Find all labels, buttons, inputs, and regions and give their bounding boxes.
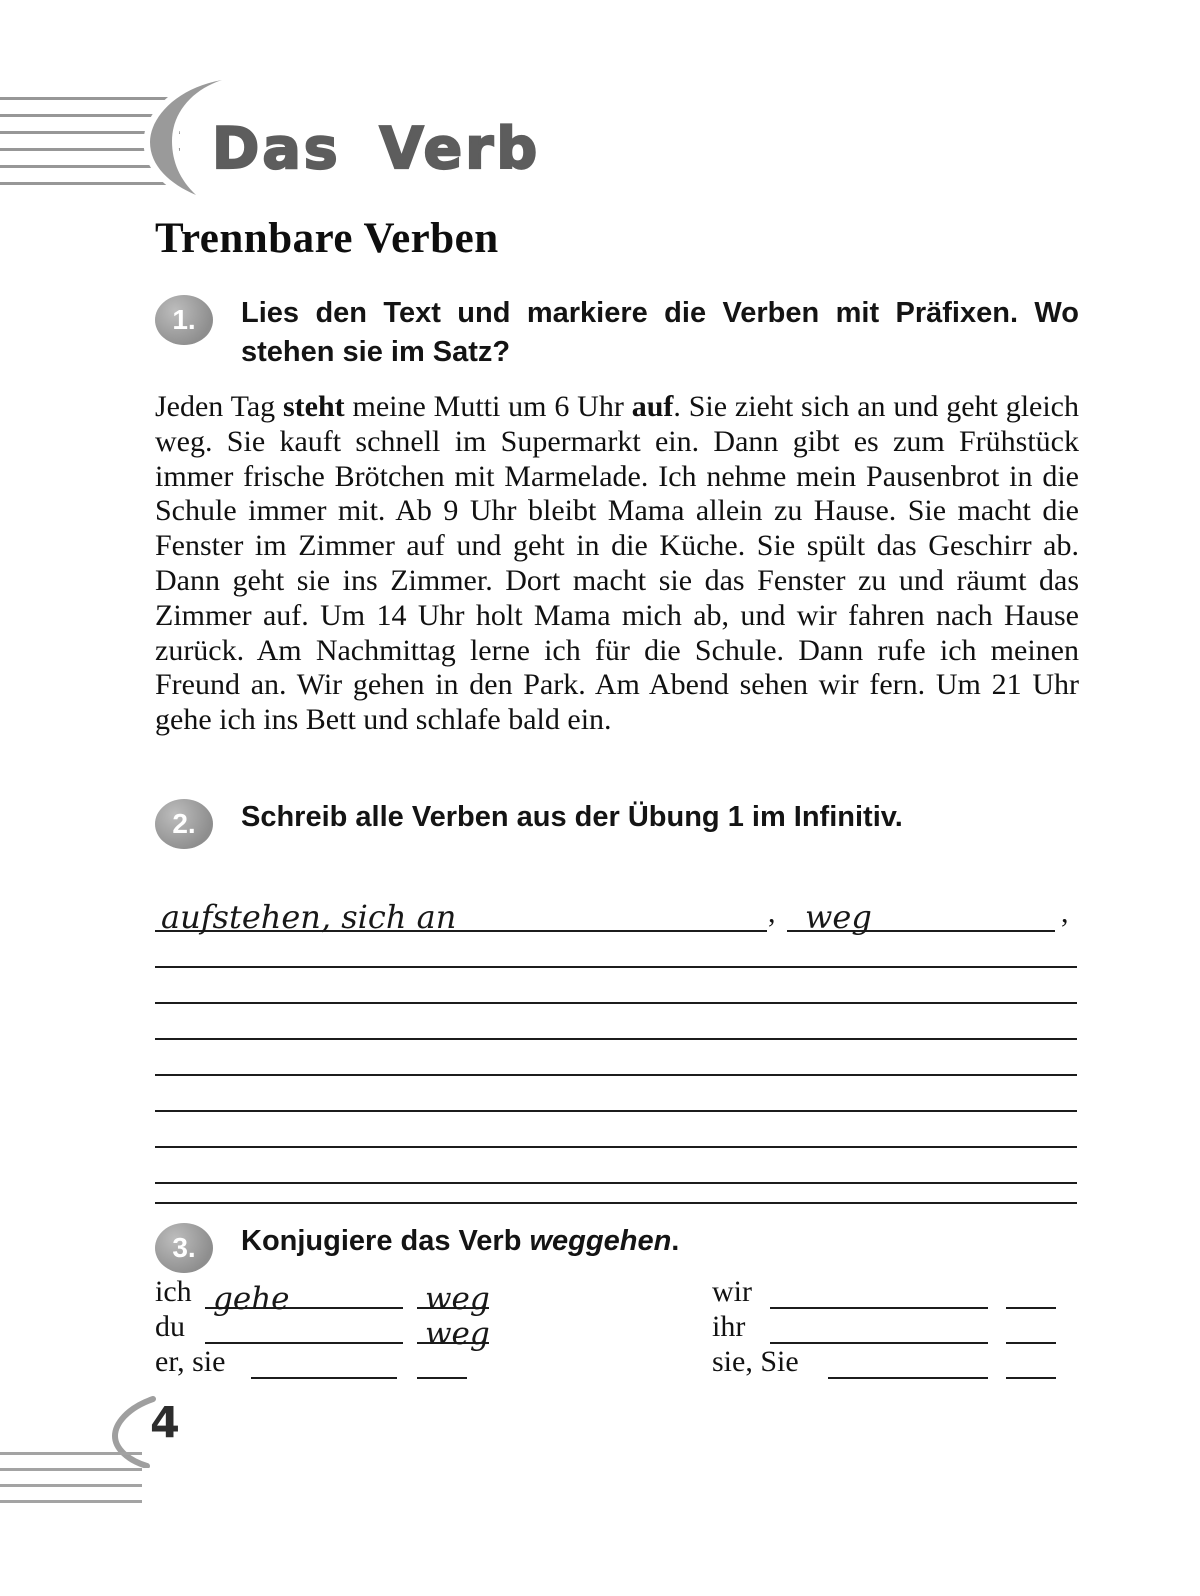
handwritten-particle: weg [425,1316,490,1352]
verb-weggehen: weggehen [529,1225,672,1257]
particle-answer-field[interactable] [1006,1316,1056,1344]
writing-line[interactable] [155,932,1077,968]
verb-answer-field[interactable] [770,1281,988,1309]
writing-line[interactable] [155,1112,1077,1148]
writing-line[interactable] [155,1184,1077,1204]
exercise-3-badge [155,1223,213,1273]
exercise-2-answer-area [155,884,1077,1204]
conjugation-row-du [155,1309,500,1352]
page-number: 4 [150,1398,180,1448]
verb-answer-field[interactable] [205,1281,403,1317]
conjugation-column-right [712,1274,1067,1379]
verb-answer-field[interactable] [205,1316,403,1344]
handwritten-verb: gehe [213,1281,290,1317]
text-segment: meine Mutti um 6 Uhr [344,390,632,423]
pronoun-label: ihr [712,1310,746,1343]
conjugation-row-ihr [712,1309,1067,1344]
answer-line-1[interactable] [155,884,1077,936]
exercise-2-instruction: Schreib alle Verben aus der Übung 1 im Infinitiv. [241,801,903,833]
particle-answer-field[interactable] [1006,1351,1056,1379]
printed-comma: , [1061,896,1069,929]
reading-text [155,390,1079,738]
pronoun-label: wir [712,1275,752,1308]
instruction-text: . [671,1225,680,1257]
bold-verb-steht: steht [283,390,345,423]
particle-answer-field[interactable] [417,1316,490,1352]
text-segment: Jeden Tag [155,390,283,423]
verb-answer-field[interactable] [828,1351,988,1379]
conjugation-row-wir [712,1274,1067,1309]
exercise-1-header [155,294,1079,372]
handwritten-answer-2: weg [805,898,872,936]
chapter-title: Das Verb [212,116,541,182]
exercise-2-number: 2. [172,808,196,839]
verb-answer-field[interactable] [770,1316,988,1344]
writing-line[interactable] [155,968,1077,1004]
exercise-3-instruction [241,1222,1079,1261]
writing-line[interactable] [155,1040,1077,1076]
pronoun-label: ich [155,1275,192,1308]
handwritten-answer-1: aufstehen, sich an [161,898,457,936]
exercise-2-badge [155,799,213,849]
bold-verb-auf: auf [631,390,674,423]
particle-answer-field[interactable] [417,1281,490,1317]
exercise-1-badge [155,295,213,345]
exercise-2-header [155,798,1079,849]
writing-line[interactable] [155,1004,1077,1040]
verb-answer-field[interactable] [251,1351,397,1379]
particle-answer-field[interactable] [417,1351,467,1379]
exercise-3-number: 3. [172,1232,196,1263]
section-title: Trennbare Verben [155,215,499,262]
decorative-lines-bottom [0,1452,142,1507]
exercise-1-instruction: Lies den Text und markiere die Verben mit Präfixen. Wo stehen sie im Satz? [241,297,1079,368]
conjugation-row-er-sie [155,1344,500,1379]
writing-line[interactable] [155,1076,1077,1112]
conjugation-column-left [155,1274,500,1379]
exercise-3-header [155,1222,1079,1273]
text-segment: . Sie zieht sich an und geht gleich weg. Sie kauft schnell im Supermarkt ein. Dann gibt es zum Frühstück immer frische Brötchen mit Marmelade. Ich nehme mein Pausenbrot in die Schule immer mit. Ab 9 Uhr bleibt Mama allein zu Hause. Sie macht die Fenster im Zimmer auf und geht in die Küche. Sie spült das Geschirr ab. Dann geht sie ins Zimmer. Dort macht sie das Fenster zu und räumt das Zimmer auf. Um 14 Uhr holt Mama mich ab, und wir fahren nach Hause zurück. Am Nachmittag lerne ich für die Schule. Dann rufe ich meinen Freund an. Wir gehen in den Park. Am Abend sehen wir fern. Um 21 Uhr gehe ich ins Bett und schlafe bald ein. [155,390,1079,737]
particle-answer-field[interactable] [1006,1281,1056,1309]
conjugation-row-sie-Sie [712,1344,1067,1379]
pronoun-label: sie, Sie [712,1345,799,1378]
printed-comma: , [768,896,776,929]
conjugation-row-ich [155,1274,500,1317]
conjugation-table [155,1274,1079,1386]
writing-line[interactable] [155,1148,1077,1184]
instruction-text: Konjugiere das Verb [241,1225,530,1257]
pronoun-label: du [155,1310,185,1343]
handwritten-particle: weg [425,1281,490,1317]
exercise-1-number: 1. [172,304,196,335]
pronoun-label: er, sie [155,1345,226,1378]
